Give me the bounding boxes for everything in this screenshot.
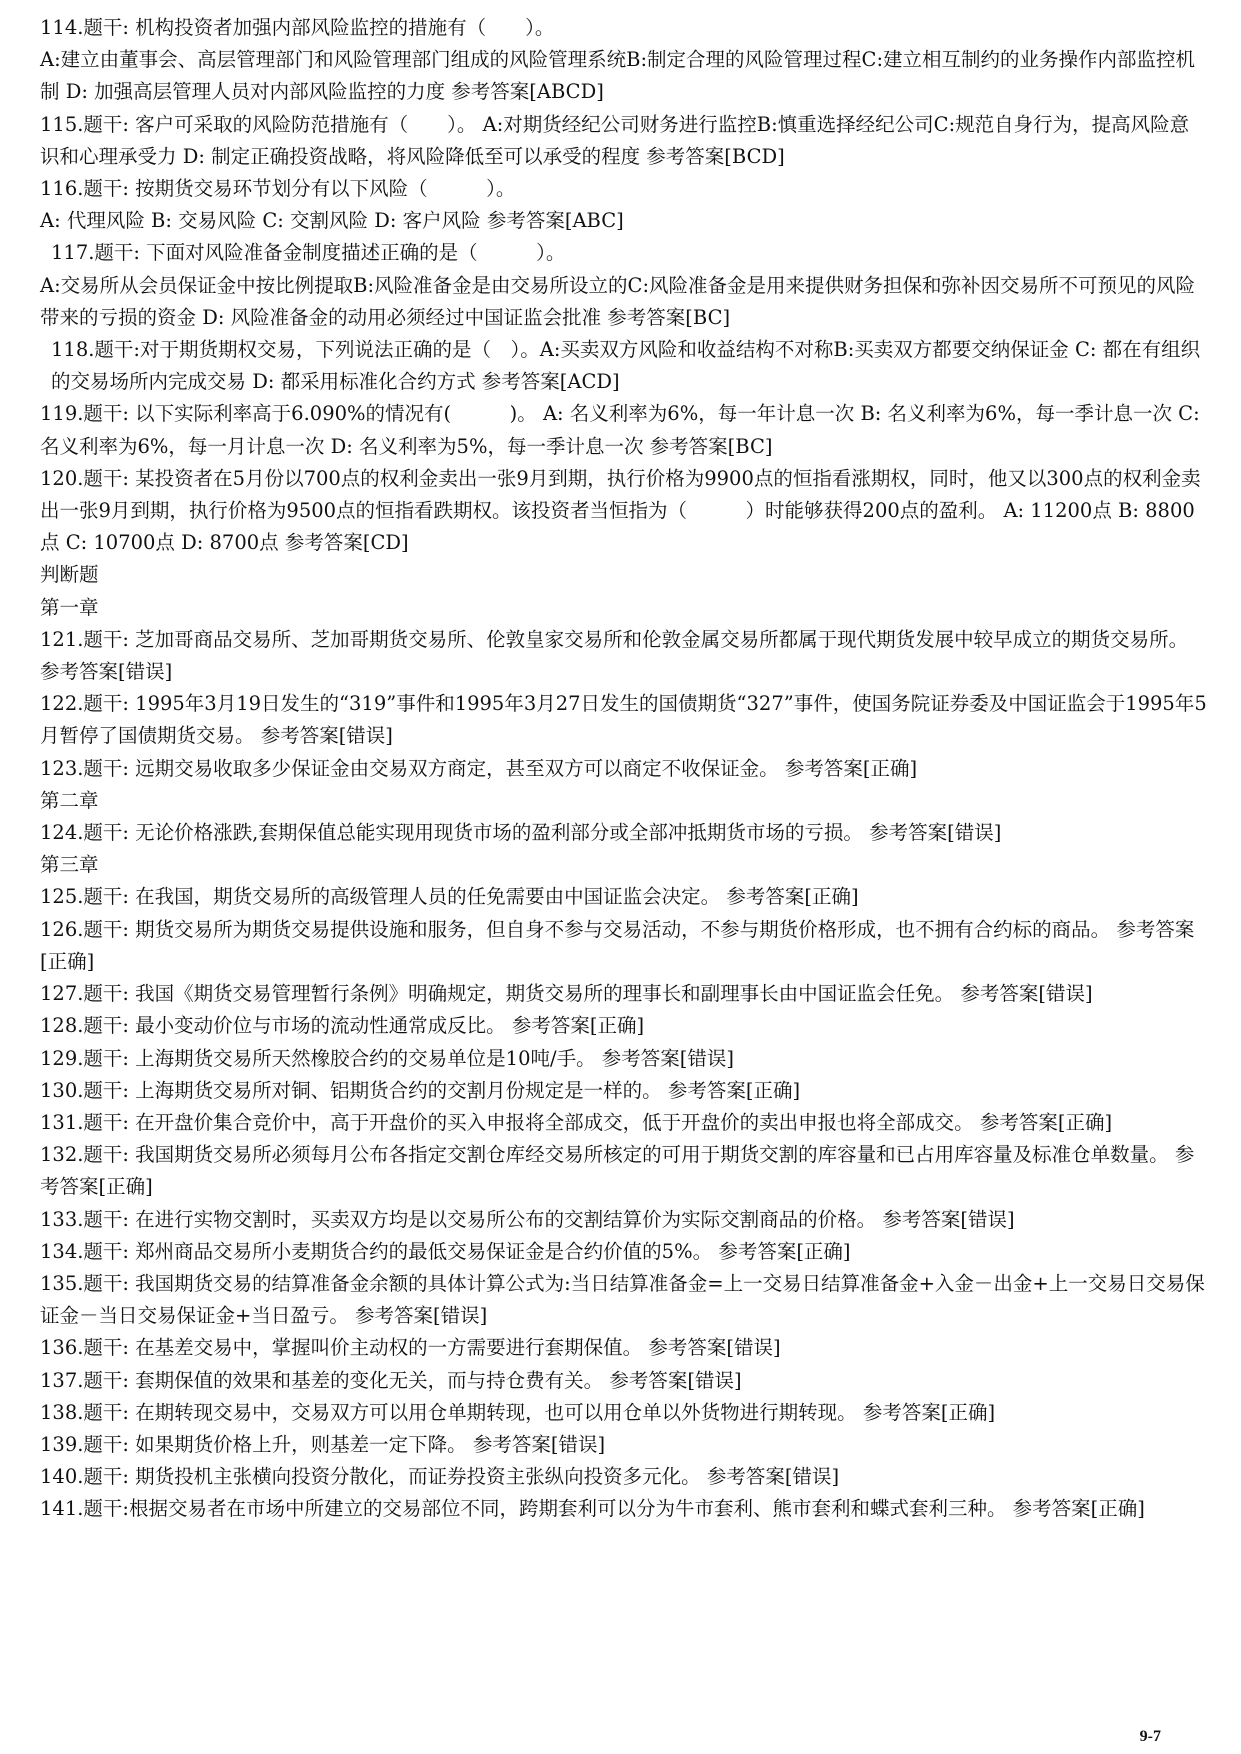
text-line: 119.题干: 以下实际利率高于6.090%的情况有( )。 A: 名义利率为6%，每一年计息一次 B: 名义利率为6%，每一季计息一次 C: 名义利率为6%，每一月计息一次 D: 名义利率为5%，每一季计息一次 参考答案[BC] <box>40 402 1200 458</box>
text-line: 131.题干: 在开盘价集合竞价中，高于开盘价的买入申报将全部成交，低于开盘价的卖出申报也将全部成交。 参考答案[正确] <box>40 1110 1113 1134</box>
text-line: 133.题干: 在进行实物交割时，买卖双方均是以交易所公布的交割结算价为实际交割商品的价格。 参考答案[错误] <box>40 1207 1015 1231</box>
text-line: 123.题干: 远期交易收取多少保证金由交易双方商定，甚至双方可以商定不收保证金。 参考答案[正确] <box>40 756 918 780</box>
text-line: 114.题干: 机构投资者加强内部风险监控的措施有（ ）。 <box>40 16 555 39</box>
text-line: 141.题干:根据交易者在市场中所建立的交易部位不同，跨期套利可以分为牛市套利、熊市套利和蝶式套利三种。 参考答案[正确] <box>40 1497 1145 1521</box>
text-line: 138.题干: 在期转现交易中，交易双方可以用仓单期转现，也可以用仓单以外货物进行期转现。 参考答案[正确] <box>40 1400 996 1424</box>
text-line: 132.题干: 我国期货交易所必须每月公布各指定交割仓库经交易所核定的可用于期货交割的库容量和已占用库容量及标准仓单数量。 参考答案[正确] <box>40 1143 1195 1199</box>
text-line: 129.题干: 上海期货交易所天然橡胶合约的交易单位是10吨/手。 参考答案[错误] <box>40 1046 734 1070</box>
text-line: 125.题干: 在我国，期货交易所的高级管理人员的任免需要由中国证监会决定。 参考答案[正确] <box>40 885 859 909</box>
text-line: 122.题干: 1995年3月19日发生的“319”事件和1995年3月27日发生的国债期货“327”事件，使国务院证券委及中国证监会于1995年5月暂停了国债期货交易。 参考答案[错误] <box>40 692 1207 748</box>
text-line: 137.题干: 套期保值的效果和基差的变化无关，而与持仓费有关。 参考答案[错误] <box>40 1368 742 1392</box>
text-line: 120.题干: 某投资者在5月份以700点的权利金卖出一张9月到期，执行价格为9900点的恒指看涨期权，同时，他又以300点的权利金卖出一张9月到期，执行价格为9500点的恒指看跌期权。该投资者当恒指为（ ）时能够获得200点的盈利。 A: 11200点 B: 8800点 C: 10700点 D: 8700点 参考答案[CD] <box>40 466 1201 555</box>
text-line: A:建立由董事会、高层管理部门和风险管理部门组成的风险管理系统B:制定合理的风险管理过程C:建立相互制约的业务操作内部监控机制 D: 加强高层管理人员对内部风险监控的力度 参考答案[ABCD] <box>40 48 1196 104</box>
text-line: 128.题干: 最小变动价位与市场的流动性通常成反比。 参考答案[正确] <box>40 1014 645 1038</box>
text-line: 第一章 <box>40 595 99 619</box>
text-line: 130.题干: 上海期货交易所对铜、铝期货合约的交割月份规定是一样的。 参考答案[正确] <box>40 1078 801 1102</box>
text-line: 118.题干:对于期货期权交易，下列说法正确的是（ ）。A:买卖双方风险和收益结构不对称B:买卖双方都要交纳保证金 C: 都在有组织的交易场所内完成交易 D: 都采用标准化合约方式 参考答案[ACD] <box>51 338 1201 394</box>
text-line: 135.题干: 我国期货交易的结算准备金余额的具体计算公式为:当日结算准备金=上一交易日结算准备金+入金－出金+上一交易日交易保证金－当日交易保证金+当日盈亏。 参考答案[错误] <box>40 1271 1205 1328</box>
text-line: 117.题干: 下面对风险准备金制度描述正确的是（ ）。 <box>51 241 566 265</box>
text-line: 115.题干: 客户可采取的风险防范措施有（ ）。 A:对期货经纪公司财务进行监控B:慎重选择经纪公司C:规范自身行为，提高风险意识和心理承受力 D: 制定正确投资战略，将风险降低至可以承受的程度 参考答案[BCD] <box>40 112 1190 168</box>
text-line: 139.题干: 如果期货价格上升，则基差一定下降。 参考答案[错误] <box>40 1432 606 1456</box>
text-line: 124.题干: 无论价格涨跌,套期保值总能实现用现货市场的盈利部分或全部冲抵期货市场的亏损。 参考答案[错误] <box>40 821 1002 845</box>
text-line: A: 代理风险 B: 交易风险 C: 交割风险 D: 客户风险 参考答案[ABC] <box>40 209 624 233</box>
text-line: A:交易所从会员保证金中按比例提取B:风险准备金是由交易所设立的C:风险准备金是用来提供财务担保和弥补因交易所不可预见的风险带来的亏损的资金 D: 风险准备金的动用必须经过中国证监会批准 参考答案[BC] <box>40 273 1196 329</box>
text-line: 126.题干: 期货交易所为期货交易提供设施和服务，但自身不参与交易活动，不参与期货价格形成，也不拥有合约标的商品。 参考答案[正确] <box>40 917 1195 973</box>
text-line: 116.题干: 按期货交易环节划分有以下风险（ ）。 <box>40 177 516 201</box>
text-line: 121.题干: 芝加哥商品交易所、芝加哥期货交易所、伦敦皇家交易所和伦敦金属交易所都属于现代期货发展中较早成立的期货交易所。 参考答案[错误] <box>40 627 1189 684</box>
document-body <box>40 12 1208 1526</box>
text-line: 127.题干: 我国《期货交易管理暂行条例》明确规定，期货交易所的理事长和副理事长由中国证监会任免。 参考答案[错误] <box>40 982 1093 1006</box>
text-line: 第二章 <box>40 788 99 812</box>
page-number: 9-7 <box>1139 1728 1161 1745</box>
text-line: 140.题干: 期货投机主张横向投资分散化，而证券投资主张纵向投资多元化。 参考答案[错误] <box>40 1465 840 1489</box>
text-line: 第三章 <box>40 853 99 877</box>
text-line: 134.题干: 郑州商品交易所小麦期货合约的最低交易保证金是合约价值的5%。 参考答案[正确] <box>40 1239 851 1263</box>
text-line: 136.题干: 在基差交易中，掌握叫价主动权的一方需要进行套期保值。 参考答案[错误] <box>40 1336 781 1360</box>
text-line: 判断题 <box>40 563 99 587</box>
